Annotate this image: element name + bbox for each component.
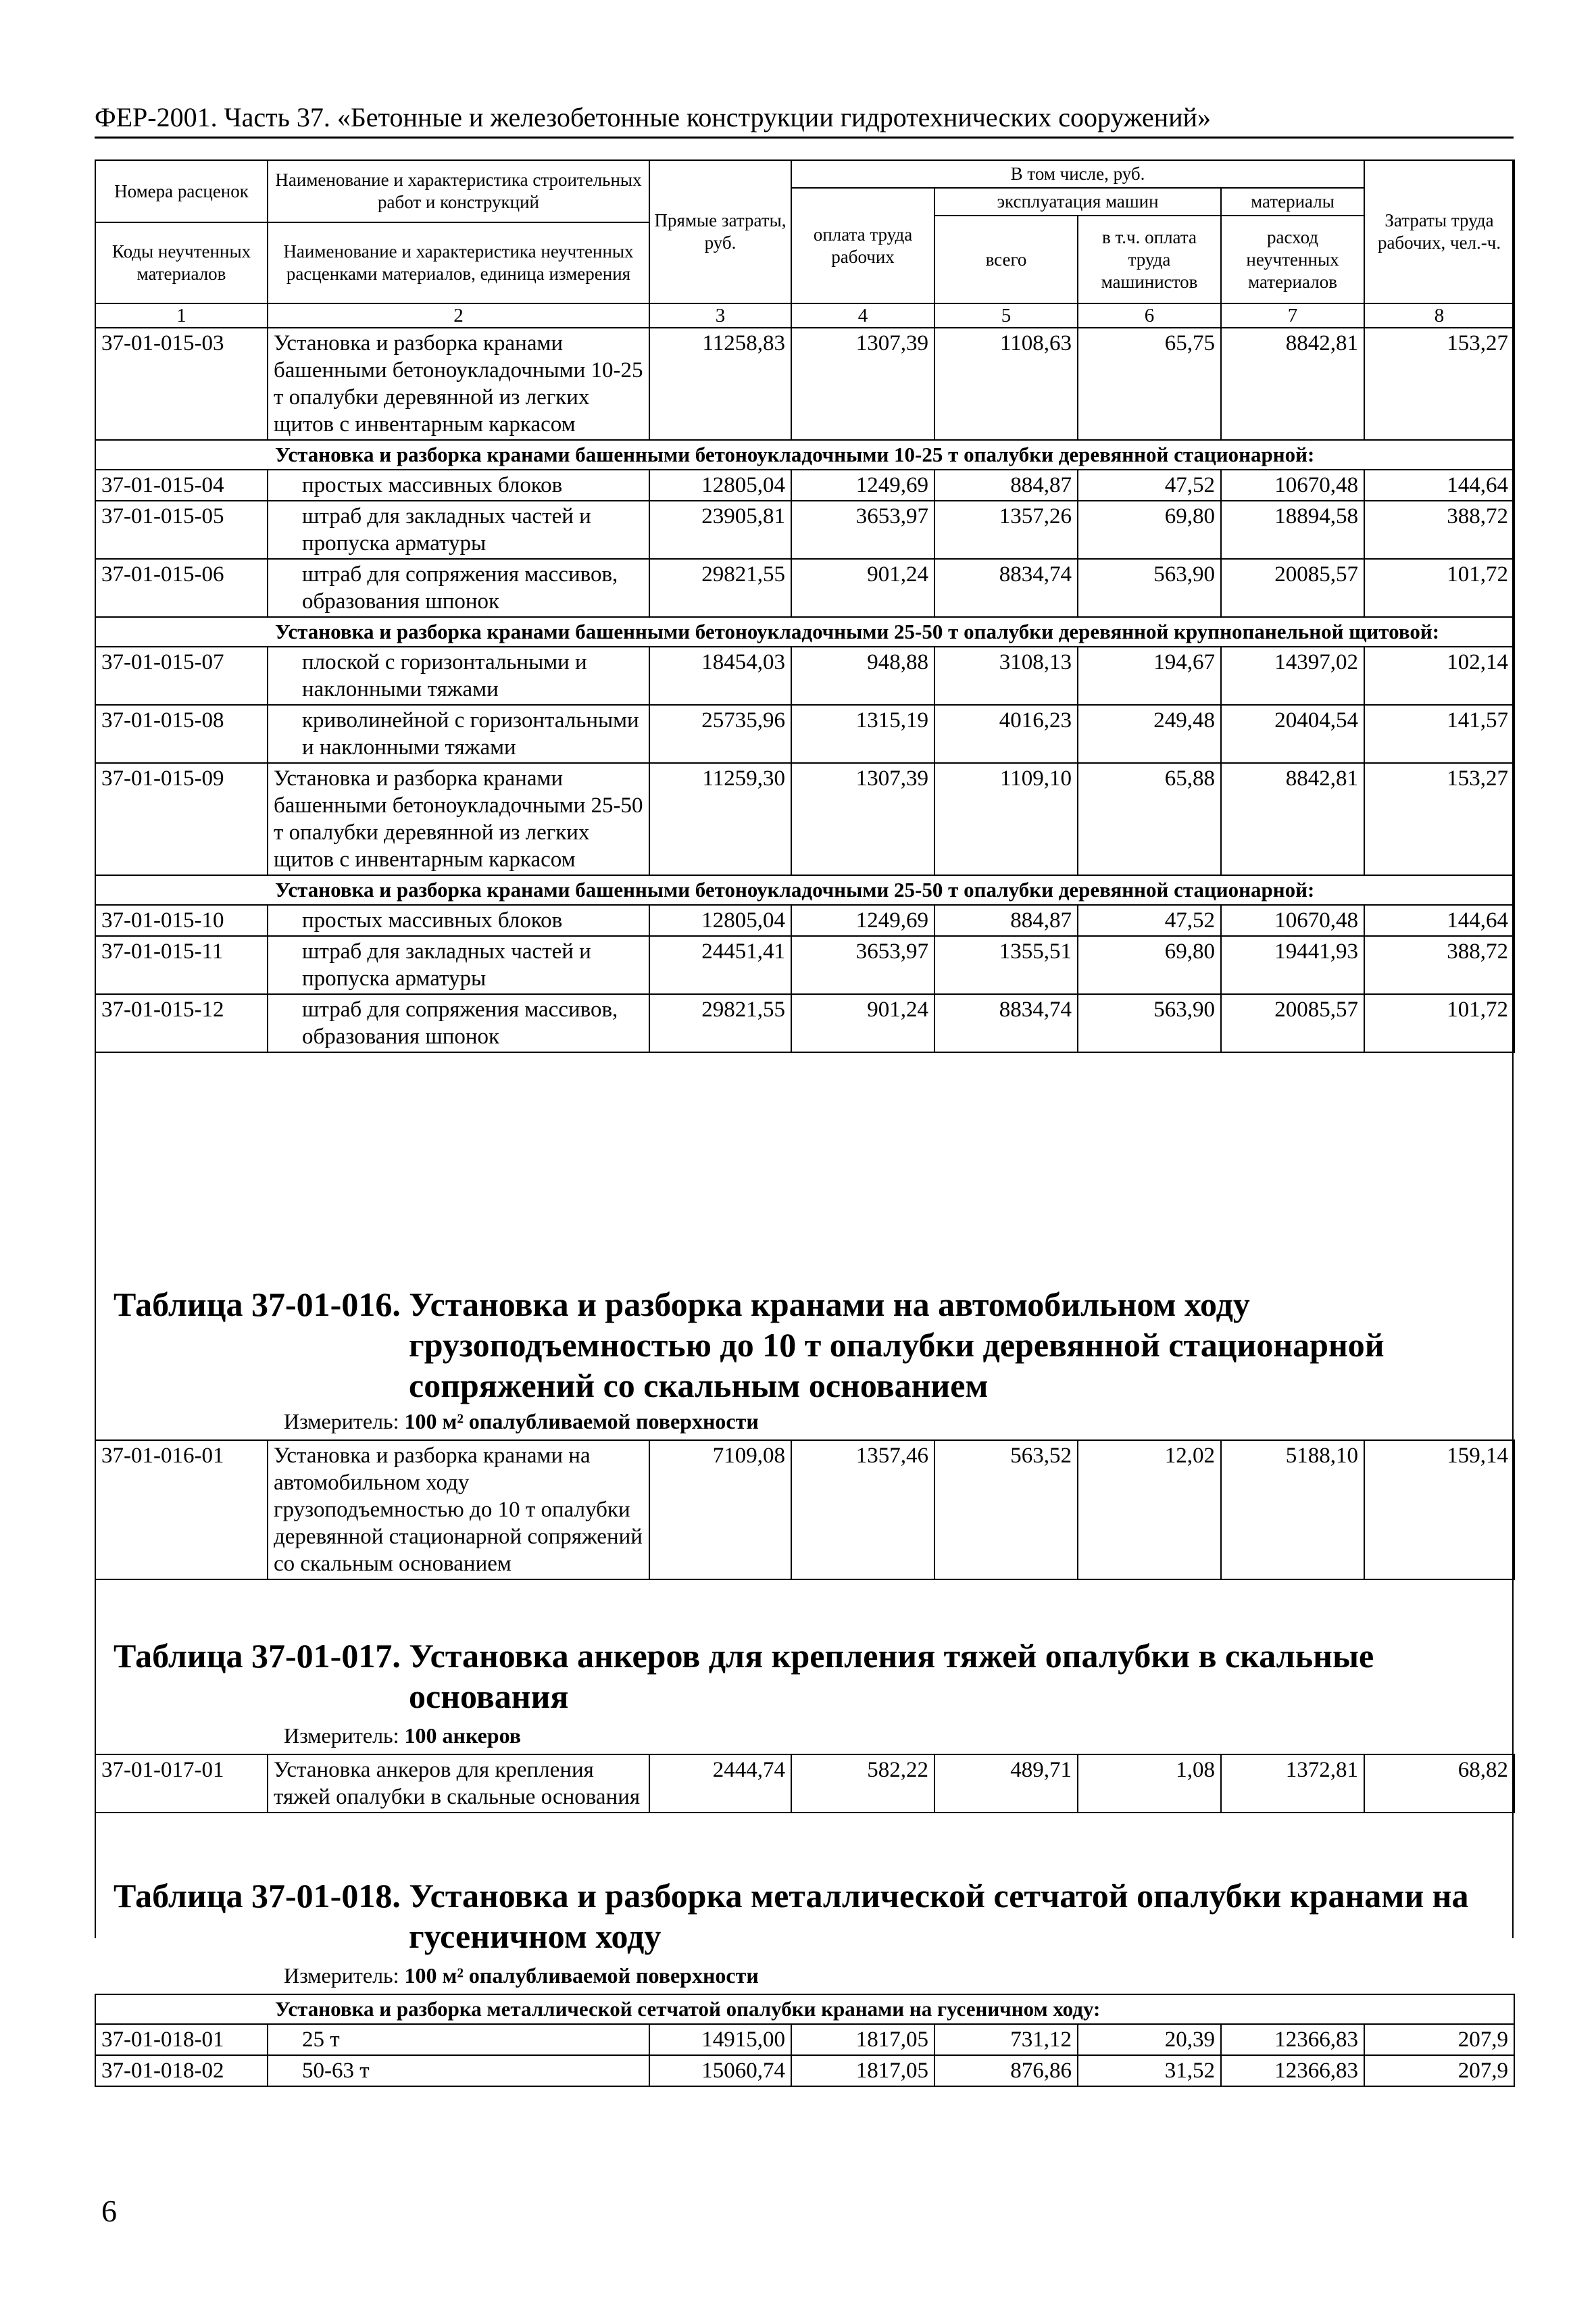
wages: 1315,19 (791, 705, 934, 763)
rate-name: штраб для сопряжения массивов, образования шпонок (268, 559, 649, 617)
direct-costs: 12805,04 (649, 905, 791, 936)
machines-total: 884,87 (934, 905, 1078, 936)
labor: 388,72 (1364, 936, 1514, 994)
machinists-wages: 249,48 (1078, 705, 1221, 763)
rate-code: 37-01-018-02 (95, 2055, 268, 2086)
wages: 1357,46 (791, 1440, 934, 1579)
materials: 20404,54 (1221, 705, 1364, 763)
machinists-wages: 47,52 (1078, 905, 1221, 936)
machinists-wages: 20,39 (1078, 2024, 1221, 2055)
labor: 144,64 (1364, 470, 1514, 501)
rate-name: криволинейной с горизонтальными и наклонными тяжами (268, 705, 649, 763)
direct-costs: 25735,96 (649, 705, 791, 763)
rate-code: 37-01-017-01 (95, 1754, 268, 1813)
labor: 159,14 (1364, 1440, 1514, 1579)
wages: 582,22 (791, 1754, 934, 1813)
rate-name: 50-63 т (268, 2055, 649, 2086)
rate-name: Установка и разборка кранами башенными бетоноукладочными 25-50 т опалубки деревянной из легких щитов с инвентарным каркасом (268, 763, 649, 875)
table-018 (95, 1994, 1514, 2087)
wages: 1249,69 (791, 905, 934, 936)
table-row (95, 994, 1514, 1052)
machinists-wages: 563,90 (1078, 994, 1221, 1052)
table-016 (95, 1439, 1514, 1580)
table-row (95, 328, 1514, 440)
table-016-meter: Измеритель: 100 м² опалубливаемой поверхности (284, 1409, 759, 1433)
machinists-wages: 65,88 (1078, 763, 1221, 875)
header-machines: эксплуатация машин (934, 188, 1221, 216)
table-018-title (114, 1875, 1505, 1956)
rate-name: Установка и разборка кранами башенными бетоноукладочными 10-25 т опалубки деревянной из легких щитов с инвентарным каркасом (268, 328, 649, 440)
machines-total: 563,52 (934, 1440, 1078, 1579)
table-row (95, 905, 1514, 936)
direct-costs: 29821,55 (649, 994, 791, 1052)
table-row (95, 501, 1514, 559)
labor: 153,27 (1364, 328, 1514, 440)
header-codes-bottom: Коды неучтенных материалов (95, 222, 268, 303)
section-row (95, 1994, 1514, 2024)
table-row (95, 1754, 1514, 1813)
header-machines-total: всего (934, 216, 1078, 303)
wages: 3653,97 (791, 501, 934, 559)
machines-total: 1357,26 (934, 501, 1078, 559)
table-015 (95, 159, 1514, 1053)
table-title-line: грузоподъемностью до 10 т опалубки деревянной стационарной (409, 1326, 1385, 1364)
column-numbers-row: 1 2 3 4 5 6 7 8 (95, 303, 1514, 328)
table-017 (95, 1754, 1514, 1813)
header-unaccounted-materials: расход неучтенных материалов (1221, 216, 1364, 303)
header-materials: материалы (1221, 188, 1364, 216)
rate-name: простых массивных блоков (268, 905, 649, 936)
table-row (95, 2024, 1514, 2055)
machines-total: 884,87 (934, 470, 1078, 501)
machinists-wages: 12,02 (1078, 1440, 1221, 1579)
wages: 1249,69 (791, 470, 934, 501)
rate-code: 37-01-015-04 (95, 470, 268, 501)
rate-name: штраб для закладных частей и пропуска арматуры (268, 936, 649, 994)
table-title-line: основания (409, 1677, 569, 1715)
table-row (95, 647, 1514, 705)
header-in-total: В том числе, руб. (791, 160, 1364, 188)
rate-code: 37-01-015-03 (95, 328, 268, 440)
machinists-wages: 563,90 (1078, 559, 1221, 617)
rate-code: 37-01-015-09 (95, 763, 268, 875)
machinists-wages: 65,75 (1078, 328, 1221, 440)
table-title-line: Таблица 37-01-018. Установка и разборка металлической сетчатой опалубки кранами на (114, 1877, 1469, 1915)
wages: 3653,97 (791, 936, 934, 994)
materials: 20085,57 (1221, 559, 1364, 617)
materials: 19441,93 (1221, 936, 1364, 994)
table-016-title (114, 1284, 1505, 1406)
direct-costs: 23905,81 (649, 501, 791, 559)
materials: 10670,48 (1221, 470, 1364, 501)
wages: 1817,05 (791, 2055, 934, 2086)
materials: 18894,58 (1221, 501, 1364, 559)
machinists-wages: 69,80 (1078, 501, 1221, 559)
machines-total: 731,12 (934, 2024, 1078, 2055)
rate-name: штраб для закладных частей и пропуска арматуры (268, 501, 649, 559)
materials: 8842,81 (1221, 763, 1364, 875)
rate-code: 37-01-015-07 (95, 647, 268, 705)
table-row (95, 705, 1514, 763)
section-heading: Установка и разборка кранами башенными бетоноукладочными 25-50 т опалубки деревянной крупнопанельной щитовой: (95, 617, 1514, 647)
section-row (95, 617, 1514, 647)
header-direct-costs: Прямые затраты, руб. (649, 160, 791, 303)
rate-name: штраб для сопряжения массивов, образования шпонок (268, 994, 649, 1052)
section-heading: Установка и разборка кранами башенными бетоноукладочными 25-50 т опалубки деревянной стационарной: (95, 875, 1514, 905)
rate-code: 37-01-015-08 (95, 705, 268, 763)
rate-code: 37-01-015-06 (95, 559, 268, 617)
labor: 388,72 (1364, 501, 1514, 559)
labor: 101,72 (1364, 559, 1514, 617)
rate-name: Установка анкеров для крепления тяжей опалубки в скальные основания (268, 1754, 649, 1813)
materials: 20085,57 (1221, 994, 1364, 1052)
machines-total: 489,71 (934, 1754, 1078, 1813)
labor: 68,82 (1364, 1754, 1514, 1813)
rate-name: Установка и разборка кранами на автомобильном ходу грузоподъемностью до 10 т опалубки деревянной стационарной сопряжений со скальным основанием (268, 1440, 649, 1579)
direct-costs: 14915,00 (649, 2024, 791, 2055)
direct-costs: 7109,08 (649, 1440, 791, 1579)
materials: 10670,48 (1221, 905, 1364, 936)
rate-code: 37-01-015-05 (95, 501, 268, 559)
rate-code: 37-01-015-11 (95, 936, 268, 994)
rate-code: 37-01-016-01 (95, 1440, 268, 1579)
table-title-line: сопряжений со скальным основанием (409, 1367, 989, 1404)
machines-total: 876,86 (934, 2055, 1078, 2086)
materials: 8842,81 (1221, 328, 1364, 440)
direct-costs: 15060,74 (649, 2055, 791, 2086)
page-header: ФЕР-2001. Часть 37. «Бетонные и железобетонные конструкции гидротехнических сооружений» (95, 102, 1212, 132)
page-number: 6 (101, 2194, 117, 2228)
header-rule (95, 137, 1514, 139)
labor: 141,57 (1364, 705, 1514, 763)
table-title-line: гусеничном ходу (409, 1917, 662, 1955)
rate-code: 37-01-015-10 (95, 905, 268, 936)
table-018-meter: Измеритель: 100 м² опалубливаемой поверхности (284, 1963, 759, 1988)
header-name-bottom: Наименование и характеристика неучтенных расценками материалов, единица измерения (268, 222, 649, 303)
wages: 1817,05 (791, 2024, 934, 2055)
materials: 14397,02 (1221, 647, 1364, 705)
section-row (95, 875, 1514, 905)
direct-costs: 12805,04 (649, 470, 791, 501)
labor: 207,9 (1364, 2024, 1514, 2055)
rate-code: 37-01-018-01 (95, 2024, 268, 2055)
header-machinists-wages: в т.ч. оплата труда машинистов (1078, 216, 1221, 303)
direct-costs: 11258,83 (649, 328, 791, 440)
header-wages: оплата труда рабочих (791, 188, 934, 303)
machinists-wages: 194,67 (1078, 647, 1221, 705)
wages: 1307,39 (791, 328, 934, 440)
wages: 948,88 (791, 647, 934, 705)
table-017-title (114, 1635, 1505, 1717)
machinists-wages: 69,80 (1078, 936, 1221, 994)
section-heading: Установка и разборка кранами башенными бетоноукладочными 10-25 т опалубки деревянной стационарной: (95, 440, 1514, 470)
table-title-line: Таблица 37-01-016. Установка и разборка кранами на автомобильном ходу (114, 1285, 1250, 1323)
wages: 901,24 (791, 559, 934, 617)
table-row (95, 470, 1514, 501)
materials: 12366,83 (1221, 2024, 1364, 2055)
materials: 1372,81 (1221, 1754, 1364, 1813)
header-labor: Затраты труда рабочих, чел.-ч. (1364, 160, 1514, 303)
labor: 144,64 (1364, 905, 1514, 936)
machines-total: 4016,23 (934, 705, 1078, 763)
rate-name: плоской с горизонтальными и наклонными тяжами (268, 647, 649, 705)
table-row (95, 559, 1514, 617)
machines-total: 8834,74 (934, 559, 1078, 617)
labor: 102,14 (1364, 647, 1514, 705)
machinists-wages: 1,08 (1078, 1754, 1221, 1813)
labor: 153,27 (1364, 763, 1514, 875)
header-name-top: Наименование и характеристика строительных работ и конструкций (268, 160, 649, 222)
rate-code: 37-01-015-12 (95, 994, 268, 1052)
wages: 901,24 (791, 994, 934, 1052)
direct-costs: 2444,74 (649, 1754, 791, 1813)
machines-total: 1355,51 (934, 936, 1078, 994)
table-row (95, 763, 1514, 875)
table-row (95, 1440, 1514, 1579)
section-heading: Установка и разборка металлической сетчатой опалубки кранами на гусеничном ходу: (95, 1994, 1514, 2024)
machinists-wages: 31,52 (1078, 2055, 1221, 2086)
table-017-meter: Измеритель: 100 анкеров (284, 1723, 522, 1748)
materials: 5188,10 (1221, 1440, 1364, 1579)
table-row (95, 936, 1514, 994)
direct-costs: 24451,41 (649, 936, 791, 994)
rate-name: простых массивных блоков (268, 470, 649, 501)
machines-total: 1108,63 (934, 328, 1078, 440)
machines-total: 3108,13 (934, 647, 1078, 705)
header-codes-top: Номера расценок (95, 160, 268, 222)
labor: 207,9 (1364, 2055, 1514, 2086)
table-row (95, 2055, 1514, 2086)
rate-name: 25 т (268, 2024, 649, 2055)
wages: 1307,39 (791, 763, 934, 875)
direct-costs: 18454,03 (649, 647, 791, 705)
section-row (95, 440, 1514, 470)
direct-costs: 29821,55 (649, 559, 791, 617)
materials: 12366,83 (1221, 2055, 1364, 2086)
machinists-wages: 47,52 (1078, 470, 1221, 501)
machines-total: 8834,74 (934, 994, 1078, 1052)
table-title-line: Таблица 37-01-017. Установка анкеров для крепления тяжей опалубки в скальные (114, 1637, 1374, 1675)
labor: 101,72 (1364, 994, 1514, 1052)
machines-total: 1109,10 (934, 763, 1078, 875)
direct-costs: 11259,30 (649, 763, 791, 875)
